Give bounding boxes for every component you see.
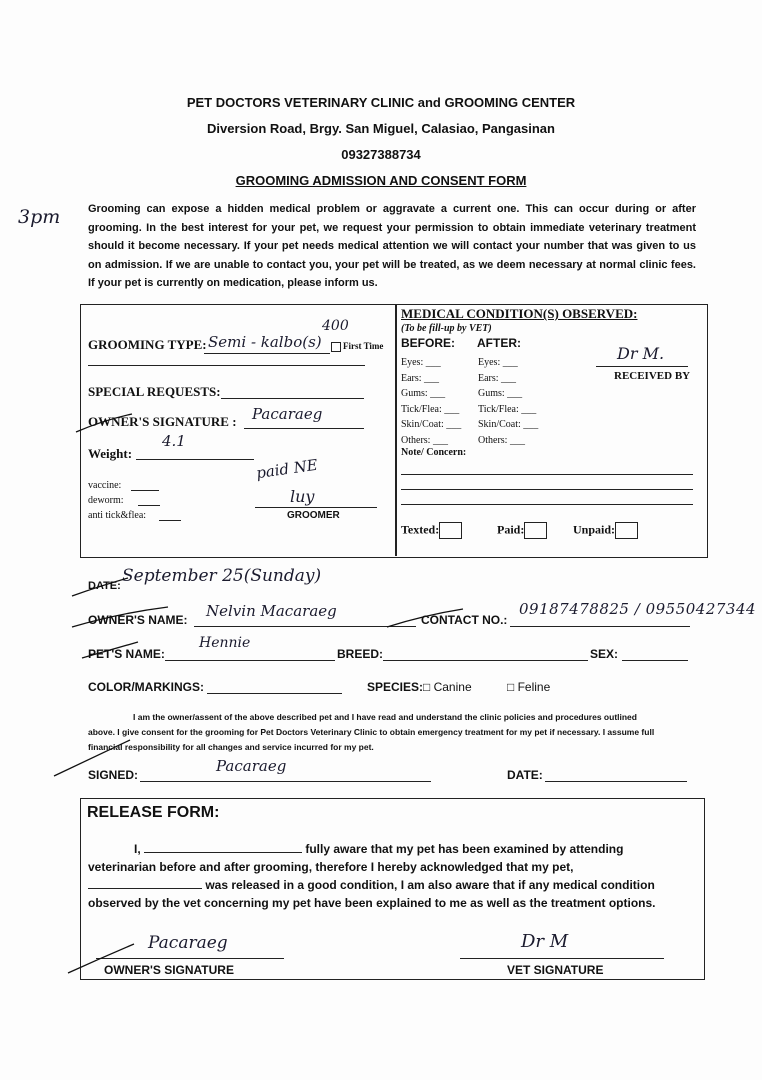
- texted-label: Texted:: [401, 522, 440, 537]
- clinic-name: PET DOCTORS VETERINARY CLINIC and GROOMING CENTER: [186, 95, 576, 110]
- first-time-label: First Time: [343, 341, 384, 351]
- special-requests-field[interactable]: [221, 398, 364, 399]
- paid-note: paid NE: [255, 455, 319, 483]
- consent-date-label: DATE:: [507, 768, 543, 782]
- before-tickflea[interactable]: Tick/Flea: ___: [401, 403, 460, 415]
- medical-subtitle: (To be fill-up by VET): [401, 323, 492, 334]
- canine-box-icon: □: [423, 680, 434, 694]
- contact-label: CONTACT NO.:: [421, 613, 508, 627]
- contact-value: 09187478825 / 09550427344: [519, 600, 757, 618]
- owner-name-value: Nelvin Macaraeg: [206, 602, 337, 620]
- release-line-2: veterinarian before and after grooming, therefore I hereby acknowledged that my pet,: [88, 860, 574, 874]
- texted-checkbox[interactable]: [401, 522, 462, 539]
- weight-label: Weight:: [88, 446, 133, 461]
- owner-signature-value: Pacaraeg: [252, 405, 323, 423]
- canine-label: Canine: [433, 680, 472, 694]
- color-markings-label: COLOR/MARKINGS:: [88, 680, 204, 694]
- after-tickflea[interactable]: Tick/Flea: ___: [478, 403, 537, 415]
- owner-signature-label: OWNER'S SIGNATURE :: [88, 414, 237, 429]
- consent-line-2: above. I give consent for the grooming for Pet Doctors Veterinary Clinic to obtain emergency treatment for my pet if necessary. I assume full: [88, 727, 655, 737]
- after-eyes[interactable]: Eyes: ___: [478, 357, 518, 368]
- release-vet-signature: Dr M: [521, 931, 569, 952]
- after-checklist: [478, 355, 538, 448]
- note-concern-label: Note/ Concern:: [401, 447, 467, 458]
- species-label: SPECIES:: [367, 680, 424, 694]
- clinic-address: Diversion Road, Brgy. San Miguel, Calasiao, Pangasinan: [207, 121, 555, 136]
- release-pet-field[interactable]: [88, 876, 202, 889]
- paid-label: Paid:: [497, 522, 525, 537]
- note-line-3[interactable]: [401, 504, 693, 505]
- before-others[interactable]: Others: ___: [401, 434, 448, 446]
- after-ears[interactable]: Ears: ___: [478, 372, 517, 384]
- form-title: GROOMING ADMISSION AND CONSENT FORM: [235, 173, 527, 188]
- species-canine-option[interactable]: [423, 680, 472, 694]
- before-ears[interactable]: Ears: ___: [401, 372, 440, 384]
- pet-name-field[interactable]: [165, 660, 335, 661]
- after-others[interactable]: Others: ___: [478, 434, 525, 446]
- weight-field[interactable]: [136, 459, 254, 460]
- release-line-1: [88, 840, 686, 858]
- signed-label: SIGNED:: [88, 768, 139, 782]
- grooming-type-value[interactable]: Semi - kalbo(s): [208, 333, 322, 351]
- before-gums[interactable]: Gums: ___: [401, 388, 446, 399]
- release-vet-sig-line: [460, 958, 664, 959]
- owner-name-label: OWNER'S NAME:: [88, 613, 188, 627]
- texted-box-icon: [439, 522, 462, 539]
- before-checklist: [401, 355, 461, 448]
- antitick-label: anti tick&flea:: [88, 510, 147, 521]
- groomer-label: GROOMER: [287, 510, 340, 521]
- release-i-label: I,: [134, 842, 141, 856]
- release-line-3: [88, 876, 686, 894]
- note-line-2[interactable]: [401, 489, 693, 490]
- contact-field[interactable]: [510, 626, 690, 627]
- after-skincoat[interactable]: Skin/Coat: ___: [478, 419, 539, 430]
- sex-field[interactable]: [622, 660, 688, 661]
- grooming-type-label: GROOMING TYPE:: [88, 337, 207, 352]
- before-header: BEFORE:: [401, 336, 455, 350]
- color-markings-field[interactable]: [207, 693, 342, 694]
- release-vet-sig-label: VET SIGNATURE: [507, 963, 604, 977]
- clinic-phone: 09327388734: [341, 147, 421, 162]
- breed-label: BREED:: [337, 647, 384, 661]
- signed-value: Pacaraeg: [216, 757, 287, 775]
- box-divider: [395, 305, 397, 556]
- received-by-line: [596, 366, 688, 367]
- consent-line-1: I am the owner/assent of the above described pet and I have read and understand the clinic policies and procedures outlined: [133, 712, 637, 722]
- date-label: DATE:: [88, 580, 121, 592]
- release-owner-strike: [66, 940, 136, 975]
- received-by-label: RECEIVED BY: [614, 370, 691, 382]
- feline-box-icon: □: [507, 680, 518, 694]
- after-gums[interactable]: Gums: ___: [478, 388, 523, 399]
- signed-field[interactable]: [140, 781, 431, 782]
- date-value[interactable]: September 25(Sunday): [122, 566, 322, 586]
- grooming-type-line: [204, 353, 330, 354]
- paid-box-icon: [524, 522, 547, 539]
- intro-paragraph: Grooming can expose a hidden medical problem or aggravate a current one. This can occur during or after grooming. In the best interest for your pet, we request your permission to obtain immediate veterinary treatment should it become necessary. If your pet needs medical attention we will contact your number that was given to us on admission. If we are unable to contact you, your pet will be treated, as we deem necessary at normal clinic fees. If your pet is currently on medication, please inform us.: [88, 203, 696, 289]
- pet-name-strike: [80, 640, 140, 660]
- unpaid-label: Unpaid:: [573, 522, 616, 537]
- unpaid-checkbox[interactable]: [573, 522, 638, 539]
- groomer-signature-line: [255, 507, 377, 508]
- date-strike: [70, 574, 130, 599]
- consent-date-field[interactable]: [545, 781, 687, 782]
- first-time-box-icon: [331, 342, 341, 352]
- release-name-field[interactable]: [144, 840, 302, 853]
- paid-checkbox[interactable]: [497, 522, 547, 539]
- vaccine-label: vaccine:: [88, 480, 122, 491]
- grooming-type-underline: [88, 365, 365, 366]
- species-feline-option[interactable]: [507, 680, 550, 694]
- antitick-field[interactable]: [159, 520, 181, 521]
- owner-name-field[interactable]: [194, 626, 416, 627]
- medical-title: MEDICAL CONDITION(S) OBSERVED:: [401, 306, 638, 321]
- deworm-label: deworm:: [88, 495, 124, 506]
- special-requests-label: SPECIAL REQUESTS:: [88, 384, 221, 399]
- unpaid-box-icon: [615, 522, 638, 539]
- contact-strike: [385, 605, 465, 630]
- vaccine-field[interactable]: [131, 490, 159, 491]
- release-title: RELEASE FORM:: [87, 804, 220, 821]
- grooming-price: 400: [322, 318, 349, 334]
- release-line-4: observed by the vet concerning my pet have been explained to me as well as the treatment options.: [88, 896, 656, 910]
- before-eyes[interactable]: Eyes: ___: [401, 357, 441, 368]
- owner-signature-field[interactable]: [244, 428, 364, 429]
- deworm-field[interactable]: [138, 505, 160, 506]
- note-line-1[interactable]: [401, 474, 693, 475]
- release-owner-sig-label: OWNER'S SIGNATURE: [104, 963, 234, 977]
- release-owner-signature: Pacaraeg: [148, 933, 228, 953]
- feline-label: Feline: [517, 680, 551, 694]
- groomer-signature-value: luy: [290, 487, 315, 506]
- pet-name-label: PET'S NAME:: [88, 647, 165, 661]
- margin-time-note: 3pm: [18, 206, 61, 228]
- first-time-checkbox[interactable]: [331, 341, 383, 352]
- release-text-1: fully aware that my pet has been examined by attending: [305, 842, 624, 856]
- before-skincoat[interactable]: Skin/Coat: ___: [401, 419, 462, 430]
- sex-label: SEX:: [590, 647, 619, 661]
- received-by-signature: Dr M.: [617, 344, 665, 363]
- breed-field[interactable]: [383, 660, 588, 661]
- owner-name-strike: [70, 605, 170, 630]
- owner-signature-strike: [74, 410, 134, 435]
- release-text-3: was released in a good condition, I am also aware that if any medical condition: [205, 878, 655, 892]
- consent-line-3: financial responsibility for all changes and service incurred for my pet.: [88, 742, 374, 752]
- pet-name-value: Hennie: [199, 635, 251, 651]
- after-header: AFTER:: [477, 336, 521, 350]
- weight-value: 4.1: [162, 432, 186, 450]
